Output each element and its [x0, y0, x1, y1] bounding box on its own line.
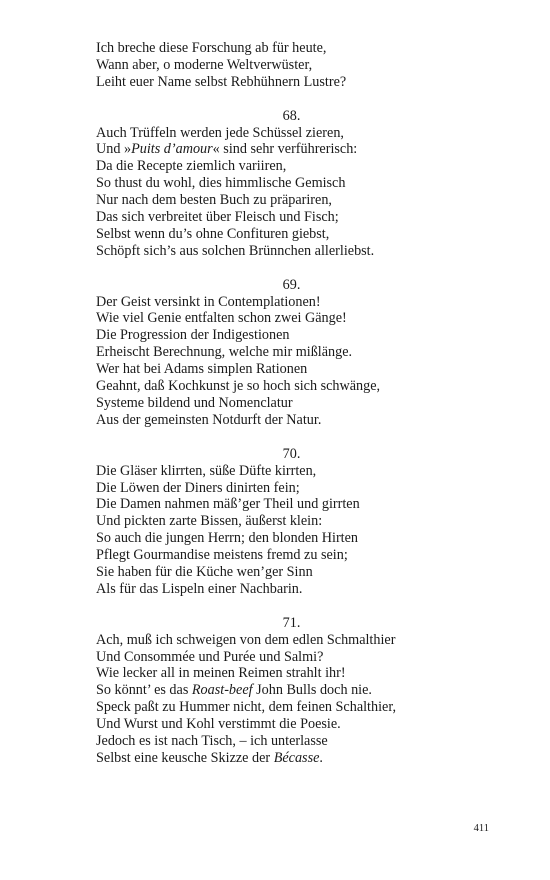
stanza-number: 71.	[282, 614, 301, 631]
verse-line	[96, 141, 496, 158]
verse-text: Nur nach dem besten Buch zu präpariren,	[96, 192, 332, 209]
verse-text: Auch Trüffeln werden jede Schüssel zieren,	[96, 124, 344, 141]
verse-line	[96, 699, 496, 716]
verse-text: « sind sehr verführerisch:	[212, 141, 358, 158]
verse-italic-text: Bécasse	[273, 750, 320, 766]
verse-italic-text: Puits d’amour	[131, 141, 213, 158]
verse-line	[96, 750, 496, 767]
verse-text: Die Progression der Indigestionen	[96, 327, 290, 344]
verse-line	[96, 632, 496, 649]
verse-line	[96, 496, 496, 513]
stanza	[96, 463, 496, 598]
verse-text: Leiht euer Name selbst Rebhühnern Lustre?	[96, 73, 347, 90]
verse-text: Pflegt Gourmandise meistens fremd zu sein;	[96, 547, 348, 564]
verse-line	[96, 158, 496, 175]
verse-text: So könnt’ es das	[96, 682, 192, 699]
verse-text: .	[319, 750, 323, 766]
verse-text: Wie viel Genie entfalten schon zwei Gänge!	[96, 310, 347, 327]
verse-line	[96, 361, 496, 378]
verse-line	[96, 40, 496, 57]
verse-line	[96, 209, 496, 226]
verse-line	[96, 564, 496, 581]
verse-line	[96, 480, 496, 497]
verse-line	[96, 226, 496, 243]
stanza-number: 69.	[282, 276, 301, 293]
verse-text: Als für das Lispeln einer Nachbarin.	[96, 580, 303, 597]
verse-text: Und Consommée und Purée und Salmi?	[96, 648, 324, 665]
stanza-number: 68.	[282, 107, 301, 124]
verse-line	[96, 665, 496, 682]
verse-line	[96, 192, 496, 209]
verse-text: Da die Recepte ziemlich variiren,	[96, 158, 287, 175]
page-number: 411	[473, 823, 489, 834]
verse-line	[96, 716, 496, 733]
verse-line	[96, 682, 496, 699]
verse-line	[96, 125, 496, 142]
stanza	[96, 294, 496, 429]
verse-line	[96, 463, 496, 480]
verse-text: Selbst wenn du’s ohne Confituren giebst,	[96, 225, 330, 242]
verse-text: Aus der gemeinsten Notdurft der Natur.	[96, 411, 322, 428]
stanza	[96, 632, 496, 767]
verse-text: Wer hat bei Adams simplen Rationen	[96, 361, 308, 378]
verse-line	[96, 412, 496, 429]
verse-line	[96, 378, 496, 395]
verse-text: Sie haben für die Küche wen’ger Sinn	[96, 564, 313, 581]
verse-text: Die Gläser klirrten, süße Düfte kirrten,	[96, 462, 317, 479]
verse-italic-text: Roast-beef	[191, 682, 253, 699]
verse-line	[96, 733, 496, 750]
verse-text: Erheischt Berechnung, welche mir mißlänge.	[96, 344, 353, 361]
verse-line	[96, 649, 496, 666]
verse-text: Der Geist versinkt in Contemplationen!	[96, 293, 321, 310]
verse-line	[96, 530, 496, 547]
verse-line	[96, 294, 496, 311]
verse-text: Wie lecker all in meinen Reimen strahlt ihr!	[96, 665, 346, 682]
verse-text: Das sich verbreitet über Fleisch und Fisch;	[96, 209, 339, 226]
verse-line	[96, 581, 496, 598]
verse-text: Systeme bildend und Nomenclatur	[96, 395, 293, 411]
verse-text: Ach, muß ich schweigen von dem edlen Schmalthier	[96, 631, 396, 648]
verse-text: Und »	[96, 141, 132, 158]
verse-text: Ich breche diese Forschung ab für heute,	[96, 40, 327, 56]
verse-text: Schöpft sich’s aus solchen Brünnchen allerliebst.	[96, 242, 375, 259]
stanza	[96, 125, 496, 260]
verse-text: Die Löwen der Diners dinirten fein;	[96, 479, 300, 496]
verse-line	[96, 344, 496, 361]
verse-text: Und Wurst und Kohl verstimmt die Poesie.	[96, 716, 341, 733]
verse-line	[96, 547, 496, 564]
verse-text: Jedoch es ist nach Tisch, – ich unterlasse	[96, 733, 328, 750]
verse-line	[96, 57, 496, 74]
poem-page	[96, 40, 496, 767]
stanza-number: 70.	[282, 445, 301, 462]
verse-text: So thust du wohl, dies himmlische Gemisch	[96, 175, 346, 192]
verse-text: Wann aber, o moderne Weltverwüster,	[96, 56, 313, 73]
verse-line	[96, 243, 496, 260]
stanza	[96, 40, 496, 91]
verse-line	[96, 327, 496, 344]
verse-line	[96, 175, 496, 192]
verse-text: Geahnt, daß Kochkunst je so hoch sich schwänge,	[96, 378, 381, 395]
verse-line	[96, 395, 496, 412]
verse-text: Selbst eine keusche Skizze der	[96, 750, 274, 766]
verse-text: Die Damen nahmen mäß’ger Theil und girrten	[96, 496, 360, 513]
verse-text: So auch die jungen Herrn; den blonden Hirten	[96, 530, 359, 547]
verse-line	[96, 74, 496, 91]
verse-text: Speck paßt zu Hummer nicht, dem feinen Schalthier,	[96, 699, 397, 716]
verse-text: John Bulls doch nie.	[252, 682, 372, 699]
verse-line	[96, 310, 496, 327]
verse-text: Und pickten zarte Bissen, äußerst klein:	[96, 513, 323, 530]
verse-line	[96, 513, 496, 530]
